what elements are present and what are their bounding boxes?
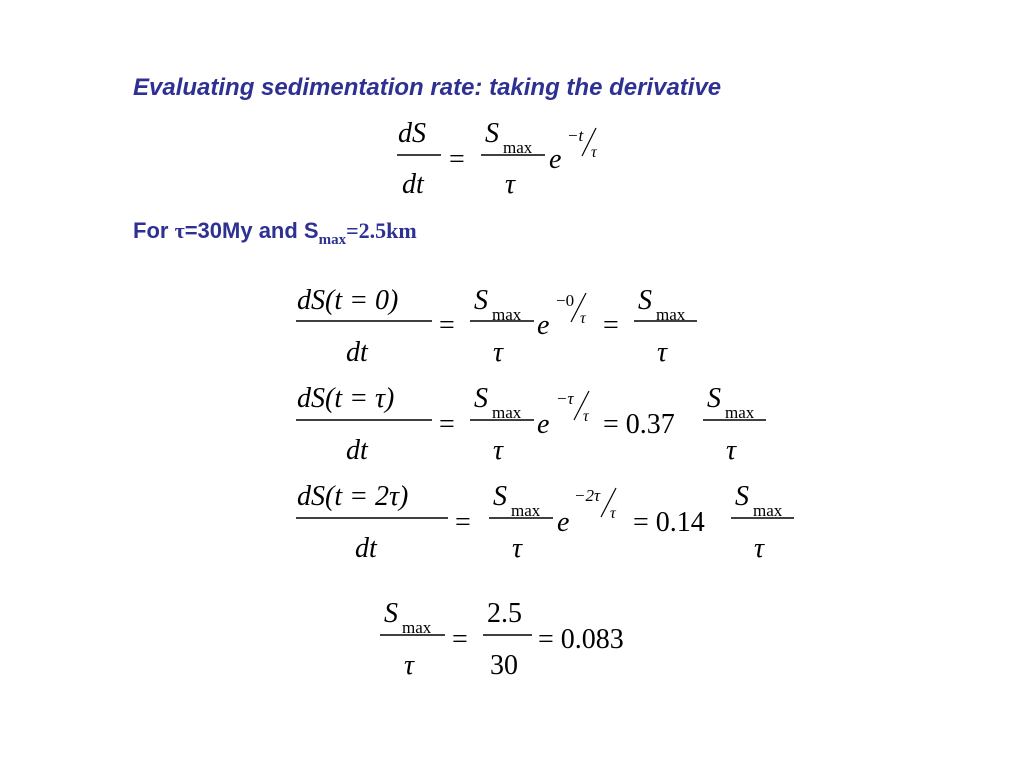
params-tau-symbol: τ bbox=[174, 218, 185, 243]
s-symbol: S bbox=[735, 481, 749, 512]
lhs-numerator: dS bbox=[398, 118, 426, 149]
e-symbol: e bbox=[549, 144, 562, 175]
coefficient-014: = 0.14 bbox=[633, 507, 705, 538]
s-symbol: S bbox=[474, 383, 488, 414]
equals-sign: = bbox=[455, 507, 471, 538]
tau-symbol: τ bbox=[505, 169, 516, 200]
coefficient-037: = 0.37 bbox=[603, 409, 675, 440]
equals-sign: = bbox=[439, 310, 455, 341]
lhs-denominator: dt bbox=[355, 533, 377, 564]
lhs-denominator: dt bbox=[346, 337, 368, 368]
exponent-numerator: −0 bbox=[556, 291, 575, 310]
lhs-numerator: dS(t = 2τ) bbox=[297, 481, 409, 512]
max-subscript: max bbox=[753, 501, 783, 520]
exponent-denominator: τ bbox=[610, 505, 616, 522]
s-symbol: S bbox=[707, 383, 721, 414]
equals-sign: = bbox=[603, 310, 619, 341]
s-symbol: S bbox=[384, 598, 398, 629]
equation-t-zero bbox=[296, 285, 697, 368]
exponent-numerator: −τ bbox=[556, 389, 574, 408]
slide-title: Evaluating sedimentation rate: taking the derivative bbox=[133, 74, 722, 101]
max-subscript: max bbox=[402, 618, 432, 637]
ratio-numerator: 2.5 bbox=[487, 598, 522, 629]
e-symbol: e bbox=[537, 310, 550, 341]
exponent-numerator: −t bbox=[567, 126, 584, 145]
max-subscript: max bbox=[725, 403, 755, 422]
max-subscript: max bbox=[492, 403, 522, 422]
lhs-denominator: dt bbox=[346, 435, 368, 466]
s-symbol: S bbox=[485, 118, 499, 149]
lhs-denominator: dt bbox=[402, 169, 424, 200]
e-symbol: e bbox=[557, 507, 570, 538]
exponent-denominator: τ bbox=[580, 310, 586, 327]
max-subscript: max bbox=[511, 501, 541, 520]
tau-symbol: τ bbox=[754, 533, 765, 564]
tau-symbol: τ bbox=[512, 533, 523, 564]
params-tau-value: =30My and S bbox=[184, 218, 319, 243]
s-symbol: S bbox=[474, 285, 488, 316]
params-prefix: For bbox=[133, 218, 175, 243]
ratio-result: = 0.083 bbox=[538, 624, 624, 655]
tau-symbol: τ bbox=[493, 337, 504, 368]
s-symbol: S bbox=[638, 285, 652, 316]
params-smax-value: =2.5km bbox=[346, 218, 417, 243]
equation-t-two-tau bbox=[296, 481, 794, 564]
exponent-denominator: τ bbox=[591, 144, 597, 161]
lhs-numerator: dS(t = 0) bbox=[297, 285, 399, 316]
tau-symbol: τ bbox=[657, 337, 668, 368]
ratio-denominator: 30 bbox=[490, 650, 518, 681]
max-subscript: max bbox=[503, 138, 533, 157]
max-subscript: max bbox=[492, 305, 522, 324]
equals-sign: = bbox=[449, 144, 465, 175]
equals-sign: = bbox=[439, 409, 455, 440]
e-symbol: e bbox=[537, 409, 550, 440]
exponent-denominator: τ bbox=[583, 408, 589, 425]
tau-symbol: τ bbox=[493, 435, 504, 466]
lhs-numerator: dS(t = τ) bbox=[297, 383, 395, 414]
exponent-numerator: −2τ bbox=[574, 486, 601, 505]
max-subscript: max bbox=[656, 305, 686, 324]
params-smax-subscript: max bbox=[318, 232, 347, 248]
s-symbol: S bbox=[493, 481, 507, 512]
tau-symbol: τ bbox=[404, 650, 415, 681]
equals-sign: = bbox=[452, 624, 468, 655]
equation-t-tau bbox=[296, 383, 766, 466]
tau-symbol: τ bbox=[726, 435, 737, 466]
equation-ratio bbox=[380, 598, 624, 681]
equation-general bbox=[397, 118, 598, 200]
